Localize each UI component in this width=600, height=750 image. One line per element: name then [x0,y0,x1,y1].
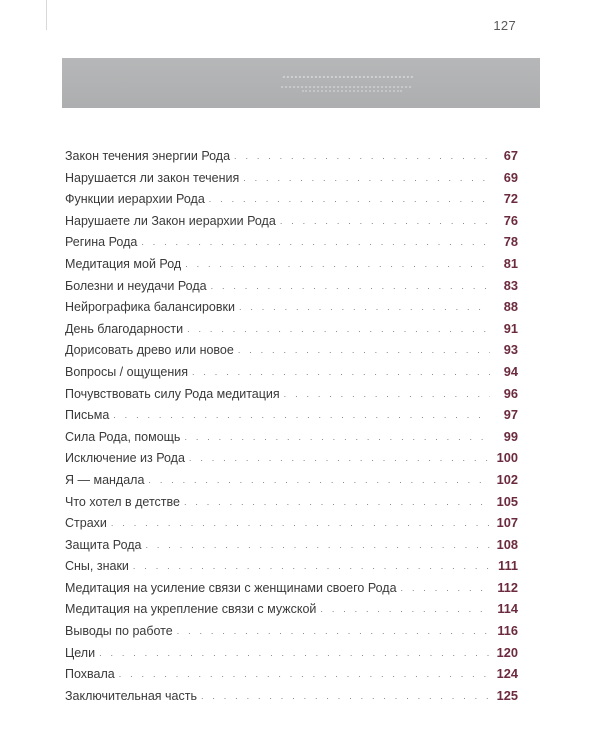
toc-entry-title: Выводы по работе [65,624,173,639]
toc-entry-title: Сила Рода, помощь [65,429,181,444]
toc-dot-leader [201,686,490,708]
toc-entry-page: 69 [503,169,518,185]
faded-header-text [281,76,413,88]
toc-dot-leader [184,492,490,514]
toc-entry-page: 94 [503,363,518,379]
toc-entry [65,275,518,297]
toc-dot-leader [234,146,490,168]
toc-entry [65,447,518,469]
toc-entry [65,210,518,232]
toc-dot-leader [187,319,490,341]
toc-entry-title: Нейрографика балансировки [65,300,235,315]
toc-dot-leader [239,297,490,319]
toc-dot-leader [401,578,490,600]
toc-dot-leader [148,470,490,492]
toc-entry [65,620,518,642]
toc-entry-title: Регина Рода [65,235,138,250]
toc-entry-title: Медитация мой Род [65,256,182,271]
toc-entry-page: 93 [503,342,518,358]
toc-entry-page: 83 [503,277,518,293]
toc-entry-page: 108 [496,536,518,552]
toc-entry-page: 78 [503,234,518,250]
toc-entry-page: 100 [496,450,518,466]
toc-entry [65,426,518,448]
table-of-contents [65,145,518,706]
toc-dot-leader [280,211,490,233]
toc-entry [65,167,518,189]
toc-entry [65,685,518,707]
toc-entry [65,383,518,405]
toc-entry-page: 124 [496,666,518,682]
toc-dot-leader [320,599,490,621]
toc-entry [65,253,518,275]
toc-entry-page: 105 [496,493,518,509]
toc-entry [65,231,518,253]
toc-entry-page: 96 [503,385,518,401]
toc-entry [65,188,518,210]
toc-dot-leader [184,427,490,449]
toc-dot-leader [133,556,490,578]
toc-entry-page: 107 [496,515,518,531]
toc-dot-leader [185,254,490,276]
toc-entry-page: 72 [503,191,518,207]
toc-entry-title: Функции иерархии Рода [65,192,205,207]
toc-entry-page: 67 [503,148,518,163]
toc-entry-page: 112 [497,579,518,595]
toc-dot-leader [192,362,490,384]
toc-entry-page: 88 [503,299,518,315]
toc-entry-title: Закон течения энергии Рода [65,149,231,163]
toc-entry-page: 114 [497,601,518,617]
toc-dot-leader [189,448,490,470]
toc-entry-page: 120 [496,644,518,660]
faded-header-subtext [302,90,402,98]
toc-entry [65,577,518,599]
toc-entry-title: Защита Рода [65,537,142,552]
toc-entry [65,296,518,318]
toc-dot-leader [211,276,490,298]
toc-entry-title: Что хотел в детстве [65,494,180,509]
toc-entry-page: 99 [503,428,518,444]
toc-dot-leader [111,513,490,535]
toc-entry [65,491,518,513]
toc-entry-title: Медитация на укрепление связи с мужской [65,602,317,617]
toc-entry-title: Письма [65,408,110,423]
section-header-band [62,58,540,108]
toc-entry-title: Почувствовать силу Рода медитация [65,386,280,401]
toc-entry-title: Вопросы / ощущения [65,364,188,379]
toc-entry-title: День благодарности [65,321,184,336]
toc-entry-page: 116 [497,623,518,639]
toc-dot-leader [177,621,490,643]
toc-entry-page: 125 [496,687,518,703]
toc-entry [65,598,518,620]
toc-entry-title: Заключительная часть [65,688,197,703]
toc-entry-page: 97 [503,407,518,423]
toc-entry-title: Нарушаете ли Закон иерархии Рода [65,213,276,228]
toc-entry-title: Сны, знаки [65,559,129,574]
toc-entry [65,339,518,361]
toc-entry [65,361,518,383]
toc-dot-leader [141,232,490,254]
toc-entry-page: 81 [503,255,518,271]
toc-dot-leader [284,384,490,406]
toc-entry-title: Нарушается ли закон течения [65,170,240,185]
page-edge-line [46,0,47,30]
toc-entry-page: 76 [503,212,518,228]
toc-dot-leader [119,664,490,686]
toc-entry-page: 91 [503,320,518,336]
toc-entry [65,642,518,664]
toc-dot-leader [209,189,490,211]
toc-dot-leader [113,405,490,427]
toc-entry-title: Исключение из Рода [65,451,185,466]
toc-entry [65,555,518,577]
toc-dot-leader [243,168,490,190]
toc-entry-title: Медитация на усиление связи с женщинами своего Рода [65,580,397,595]
toc-entry [65,318,518,340]
toc-entry [65,469,518,491]
toc-entry [65,404,518,426]
toc-entry-title: Похвала [65,667,115,682]
toc-entry-title: Цели [65,645,96,660]
page-number: 127 [493,18,516,33]
toc-entry-page: 102 [496,471,518,487]
toc-entry [65,663,518,685]
toc-entry-title: Я — мандала [65,472,145,487]
toc-entry [65,145,518,167]
toc-entry-title: Дорисовать древо или новое [65,343,234,358]
toc-dot-leader [146,535,491,557]
toc-dot-leader [238,340,490,362]
toc-dot-leader [99,643,490,665]
toc-entry-title: Страхи [65,516,107,531]
toc-entry [65,534,518,556]
toc-entry-title: Болезни и неудачи Рода [65,278,207,293]
toc-entry-page: 111 [498,558,518,574]
toc-entry [65,512,518,534]
